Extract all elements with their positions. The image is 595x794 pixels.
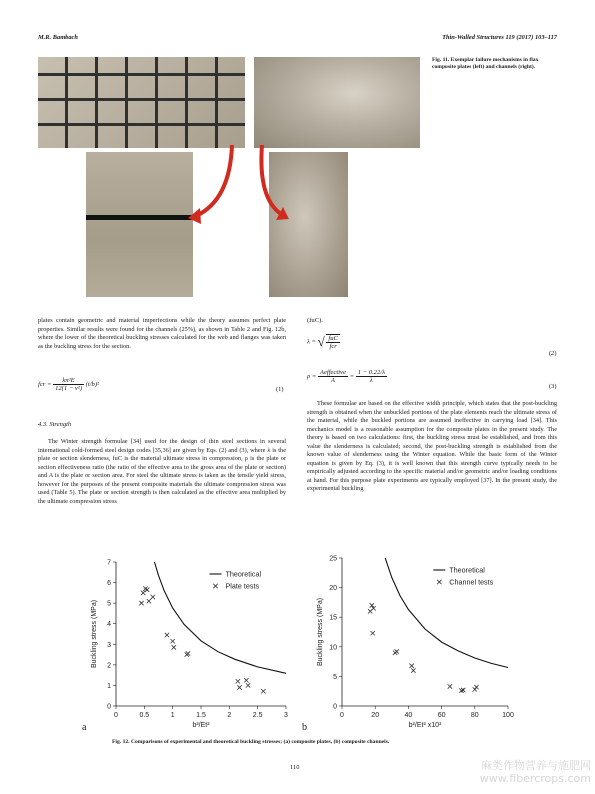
- eq3-lhs: ρ =: [307, 373, 318, 381]
- fuc-line: (fuC).: [307, 317, 323, 324]
- right-column: [307, 400, 557, 498]
- x-tick-label: 0: [114, 712, 118, 719]
- y-axis-label: Buckling stress (MPa): [91, 599, 98, 669]
- test-data-point: [186, 651, 190, 655]
- panel-b-label: b: [302, 722, 307, 733]
- y-tick-label: 25: [329, 555, 337, 563]
- test-data-point: [411, 668, 415, 672]
- test-data-point: [474, 685, 478, 689]
- y-tick-label: 20: [329, 585, 337, 593]
- x-tick-label: 3: [284, 712, 288, 719]
- eq1-denominator: 12(1 − ν²): [55, 385, 83, 392]
- x-tick-label: 0: [340, 712, 344, 719]
- page-number: 110: [290, 764, 300, 771]
- test-data-point: [170, 639, 174, 643]
- watermark: [480, 759, 591, 785]
- left-column: [38, 317, 286, 355]
- arrow-left-head: [188, 208, 201, 224]
- eq2-numerator: fuC: [328, 335, 338, 342]
- x-tick-label: 1.5: [196, 712, 206, 719]
- eq3-right-numerator: 1 − 0.22/λ: [357, 369, 385, 376]
- chart-b-container: [300, 552, 520, 737]
- x-axis-label: b²/Et²: [192, 722, 210, 729]
- x-tick-label: 60: [437, 712, 446, 719]
- eq2-number: (2): [549, 350, 557, 357]
- chart-plates: [80, 552, 295, 732]
- eq2-lhs: λ =: [307, 338, 318, 346]
- eq1-number: (1): [276, 386, 284, 393]
- eq1-lhs: fcr =: [38, 381, 54, 389]
- y-tick-label: 10: [329, 644, 337, 652]
- figure12-caption: Fig. 12. Comparisons of experimental and theoretical buckling stresses; (a) composite plates, (b) composite channels.: [112, 739, 390, 745]
- test-data-point: [246, 683, 250, 687]
- test-data-point: [448, 684, 452, 688]
- x-tick-label: 80: [470, 712, 479, 719]
- test-data-point: [237, 685, 241, 689]
- figure11-arrows: [0, 0, 595, 310]
- arrow-left: [196, 145, 232, 216]
- paragraph-winter: The Winter strength formulae [34] used for the design of thin steel sections in several international cold-formed steel design codes [35,36] are given by Eqs. (2) and (3), where λ is the plate or section slenderness, fuC is the material ultimate stress in compression, ρ is the plate or section effectiveness ratio (the ratio of the effective area to the gross area of the plate or section) and A is the plate or section area. For steel the ultimate stress is taken as the tensile yield stress, however for the purposes of the present composite materials the ultimate compression stress was used (Table 5). The plate or section strength is then calculated as the effective area multiplied by the ultimate compression stress: [38, 438, 286, 505]
- x-tick-label: 1: [170, 712, 175, 719]
- y-tick-label: 4: [107, 621, 111, 629]
- x-tick-label: 0.5: [139, 712, 150, 719]
- test-data-point: [244, 678, 248, 682]
- test-data-point: [172, 645, 176, 649]
- test-data-point: [141, 591, 145, 595]
- x-axis-label: b²/Et² x10³: [408, 722, 442, 729]
- eq1-numerator: kπ²E: [53, 377, 84, 385]
- test-data-point: [261, 689, 265, 693]
- eq2-denominator: fcr: [329, 343, 337, 350]
- test-data-point: [147, 599, 151, 603]
- y-tick-label: 6: [107, 580, 111, 588]
- eq3-equals: =: [349, 373, 356, 381]
- chart-channels: [300, 552, 520, 732]
- section-heading-strength: 4.3. Strength: [38, 421, 72, 428]
- y-tick-label: 15: [329, 614, 337, 622]
- y-tick-label: 0: [333, 703, 337, 711]
- paragraph-plates: plates contain geometric and material imperfections while the theory assumes perfect plate properties. Similar results were found for the channels (25%), as shown in Table 2 and Fig. 12b, where the lower of the theoretical buckling stresses calculated for the web and flanges was taken as the buckling stress for the section.: [38, 317, 286, 350]
- chart-a-container: [80, 552, 295, 737]
- paragraph-effective-width: These formulae are based on the effective width principle, which states that the post-buckling strength is obtained when the unbuckled portions of the plate elements reach the ultimate stress of the material, while the buckled portions are assumed ineffective in carrying load [34]. This mechanics model is a reasonable assumption for the composite plates in the present study. The theory is based on two calculations: first, the buckling stress must be established, and from this value the slenderness is calculated; second, the post-buckling strength is established from the known value of slenderness using the Winter equation. While the basic form of the Winter equation is given by Eq. (3), it is well known that this strength curve typically needs to be empirically adjusted according to the specific material and/or geometric and/or loading conditions at hand. For this purpose plate experiments are typically employed [37]. In the present study, the experimental buckling: [307, 400, 557, 492]
- equation-3: [307, 369, 387, 384]
- equation-2: λ = √ fuC fcr: [307, 334, 338, 350]
- test-data-point: [236, 679, 240, 683]
- legend-label-theoretical: Theoretical: [225, 569, 262, 579]
- x-tick-label: 100: [502, 712, 514, 719]
- theoretical-curve: [155, 562, 287, 673]
- theoretical-curve: [385, 558, 508, 668]
- equation-1: [38, 377, 99, 392]
- figure11-caption: Fig. 11. Exemplar failure mechanisms in flax composite plates (left) and channels (right).: [432, 57, 539, 71]
- y-tick-label: 5: [333, 673, 337, 681]
- watermark-line1: 麻类作物营养与施肥网: [481, 759, 591, 772]
- running-author: M.R. Bambach: [38, 34, 78, 41]
- test-data-point: [165, 633, 169, 637]
- y-tick-label: 1: [107, 682, 111, 690]
- test-data-point: [395, 649, 399, 653]
- eq3-number: (3): [549, 383, 557, 390]
- y-axis-label: Buckling stress (MPa): [317, 597, 324, 667]
- test-data-point: [139, 601, 143, 605]
- panel-a-label: a: [82, 722, 87, 733]
- legend-label-tests: Channel tests: [449, 577, 494, 587]
- test-data-point: [145, 588, 149, 592]
- y-tick-label: 2: [107, 662, 111, 670]
- x-tick-label: 2.5: [252, 712, 263, 719]
- eq3-right-denominator: λ: [369, 377, 373, 384]
- running-journal: Thin-Walled Structures 119 (2017) 103–117: [442, 34, 557, 41]
- test-data-point: [473, 687, 477, 691]
- legend-label-theoretical: Theoretical: [449, 565, 485, 575]
- eq1-ratio: (t/b)²: [85, 381, 100, 389]
- arrow-right: [261, 145, 281, 214]
- x-tick-label: 2: [227, 712, 232, 719]
- legend-label-tests: Plate tests: [225, 581, 260, 591]
- left-column-strength: [38, 438, 286, 510]
- y-tick-label: 5: [107, 600, 111, 608]
- test-data-point: [371, 631, 375, 635]
- y-tick-label: 0: [107, 703, 111, 711]
- test-data-point: [410, 664, 414, 668]
- watermark-line2: www.fibercrops.com: [479, 772, 591, 785]
- x-tick-label: 20: [371, 712, 380, 719]
- y-tick-label: 7: [107, 559, 111, 567]
- eq3-numerator: Aeffective: [319, 369, 346, 376]
- eq3-denominator: A: [330, 377, 335, 384]
- test-data-point: [151, 595, 155, 599]
- y-tick-label: 3: [107, 641, 111, 649]
- x-tick-label: 40: [404, 712, 413, 719]
